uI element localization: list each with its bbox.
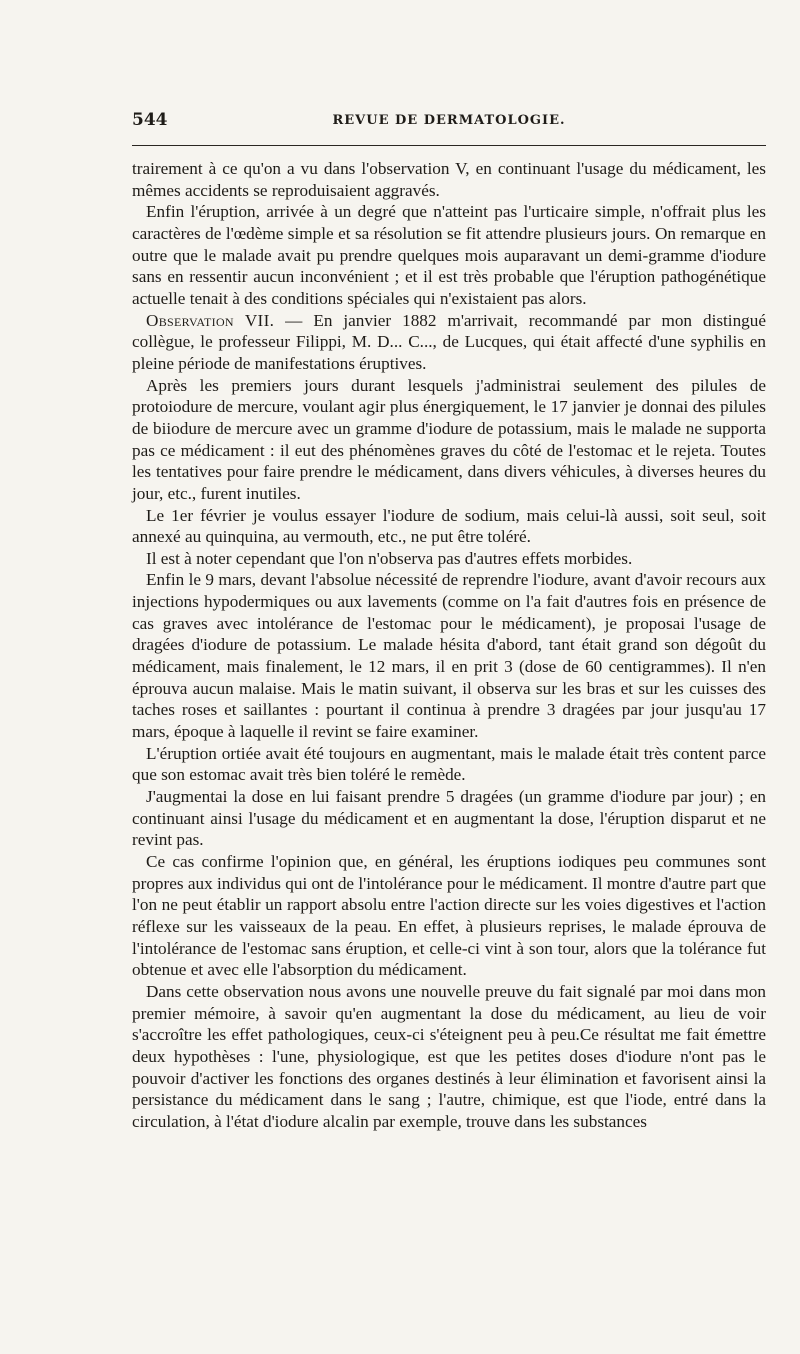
paragraph: Dans cette observation nous avons une nouvelle preuve du fait signalé par moi dans mon premier mémoire, à savoir qu'en augmentant la dose du médicament, au lieu de voir s'accroître les effet pathologiques, ceux-ci s'éteignent peu à peu.Ce résultat me fait émettre deux hypothèses : l'une, physiologique, est que les petites doses d'iodure n'ont pas le pouvoir d'activer les fonctions des organes destinés à leur élimination et favorisent ainsi la persistance du médicament dans le sang ; l'autre, chimique, est que l'iode, entré dans la circulation, à l'état d'iodure alcalin par exemple, trouve dans les substances — [132, 981, 766, 1131]
page-header — [132, 110, 766, 136]
observation-label: Observation VII. — [146, 310, 275, 330]
paragraph: Après les premiers jours durant lesquels j'administrai seulement des pilules de protoiodure de mercure, voulant agir plus énergiquement, le 17 janvier je donnai des pilules de biiodure de mercure avec un gramme d'iodure de potassium, mais le malade ne supporta pas ce médicament : il eut des phénomènes graves du côté de l'estomac et le rejeta. Toutes les tentatives pour faire prendre le médicament, dans divers véhicules, à diverses heures du jour, etc., furent inutiles. — [132, 375, 766, 503]
paragraph: trairement à ce qu'on a vu dans l'observation V, en continuant l'usage du médicament, les mêmes accidents se reproduisaient aggravés. — [132, 159, 766, 200]
paragraph: Enfin l'éruption, arrivée à un degré que n'atteint pas l'urticaire simple, n'offrait plus les caractères de l'œdème simple et sa résolution se fit attendre plusieurs jours. On remarque en outre que le malade avait pu prendre quelques mois auparavant un demi-gramme d'iodure sans en ressentir aucun inconvénient ; et il est très probable que l'éruption pathogénétique actuelle tenait à des conditions spéciales qui n'existaient pas alors. — [132, 202, 766, 308]
observation-text: En janvier 1882 m'arrivait, recommandé par mon distingué collègue, le professeur Filippi, M. D... C..., de Lucques, qui était affecté d'une syphilis en pleine période de manifestations éruptives. — [132, 310, 766, 373]
running-title: REVUE DE DERMATOLOGIE. — [332, 113, 566, 128]
paragraph: Enfin le 9 mars, devant l'absolue nécessité de reprendre l'iodure, avant d'avoir recours aux injections hypodermiques ou aux lavements (comme on l'a fait d'autres fois en présence de cas graves avec intolérance de l'estomac pour le médicament), je proposai l'usage de dragées d'iodure de potassium. Le malade hésita d'abord, tant était grand son dégoût du médicament, mais finalement, le 12 mars, il en prit 3 (dose de 60 centigrammes). Il n'en éprouva aucun malaise. Mais le matin suivant, il observa sur les bras et sur les cuisses des taches roses et saillantes : pourtant il continua à prendre 3 dragées par jour jusqu'au 17 mars, époque à laquelle il revint se faire examiner. — [132, 570, 766, 742]
paragraph: Le 1er février je voulus essayer l'iodure de sodium, mais celui-là aussi, soit seul, soit annexé au quinquina, au vermouth, etc., ne put être toléré. — [132, 505, 766, 547]
page-number: 544 — [132, 110, 168, 130]
paragraph: J'augmentai la dose en lui faisant prendre 5 dragées (un gramme d'iodure par jour) ; en continuant ainsi l'usage du médicament et en augmentant la dose, l'éruption disparut et ne revint pas. — [132, 787, 766, 850]
paragraph: Ce cas confirme l'opinion que, en général, les éruptions iodiques peu communes sont propres aux individus qui ont de l'intolérance pour le médicament. Il montre d'autre part que l'on ne peut établir un rapport absolu entre l'action directe sur les voies digestives et l'action réflexe sur les vaisseaux de la peau. En effet, à plusieurs reprises, le malade éprouva de l'intolérance de l'estomac sans éruption, et celle-ci vint à son tour, alors que la tolérance fut obtenue et avec elle l'absorption du médicament. — [132, 852, 766, 980]
body-text — [132, 158, 766, 1133]
header-rule — [132, 145, 766, 146]
paragraph: Il est à noter cependant que l'on n'observa pas d'autres effets morbides. — [146, 548, 633, 568]
observation-paragraph — [132, 310, 766, 375]
paragraph: L'éruption ortiée avait été toujours en augmentant, mais le malade était très content parce que son estomac avait très bien toléré le remède. — [132, 743, 766, 785]
observation-dash: — — [274, 310, 314, 330]
